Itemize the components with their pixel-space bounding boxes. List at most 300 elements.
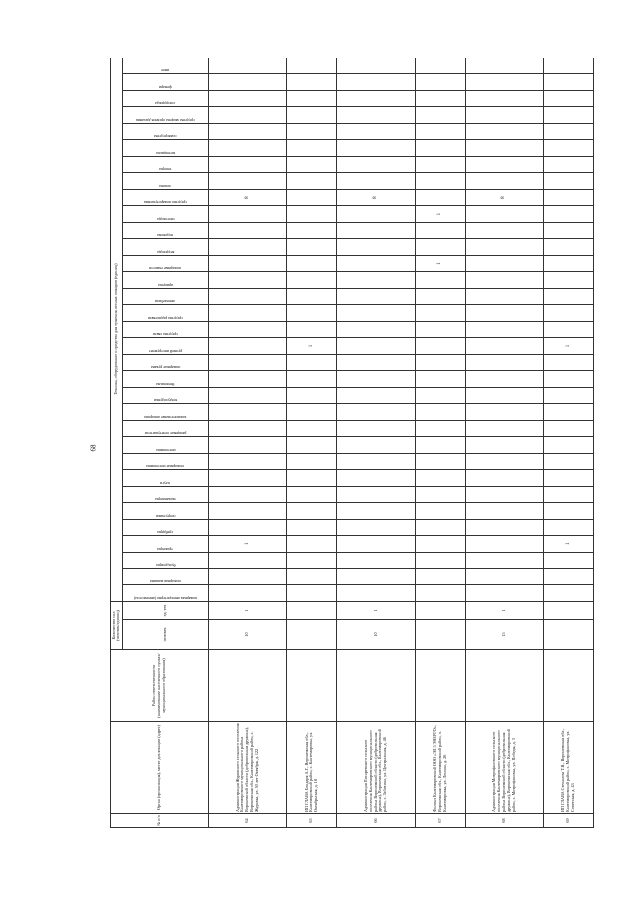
equipment-cell [208, 404, 287, 420]
equipment-cell [208, 338, 287, 354]
equipment-cell [287, 58, 337, 74]
equipment-cell [415, 338, 465, 354]
equipment-cell [337, 453, 416, 469]
equipment-cell [208, 453, 287, 469]
equipment-col-header [122, 321, 208, 337]
equipment-cell [208, 239, 287, 255]
equipment-cell [287, 255, 337, 271]
equipment-cell [287, 552, 337, 568]
equipment-cell [337, 552, 416, 568]
equipment-cell [337, 404, 416, 420]
equipment-cell [465, 321, 544, 337]
table-row [544, 58, 594, 828]
equipment-cell [544, 354, 594, 370]
col-header-no: № п/п [111, 814, 209, 828]
equipment-cell [287, 305, 337, 321]
equipment-cell [415, 305, 465, 321]
row-organization: Администрация Писаревского сельского поселения Кантемировского муниципального района Воронежской области (добровольная дружина), Воронежская обл., Кантемировский район, с. Забитина, ул. Центральная, д. 46 [337, 722, 416, 814]
equipment-cell [208, 305, 287, 321]
equipment-cell [544, 387, 594, 403]
equipment-cell [465, 90, 544, 106]
equipment-cell [208, 123, 287, 139]
equipment-cell [415, 371, 465, 387]
row-organization: Администрация Журавского сельского поселения Кантемировского муниципального района Воронежской области (добровольная дружина), Воронежская обл., Кантемировский район, с. Журавка, ул. 50 лет Октября, д. 122 [208, 722, 287, 814]
equipment-cell [544, 206, 594, 222]
equipment-cell [544, 519, 594, 535]
equipment-cell [287, 536, 337, 552]
equipment-cell [287, 354, 337, 370]
equipment-cell [337, 536, 416, 552]
equipment-cell [337, 437, 416, 453]
row-area [337, 650, 416, 722]
equipment-cell [208, 437, 287, 453]
equipment-cell [287, 140, 337, 156]
equipment-cell: 1 [415, 255, 465, 271]
col-header-units: ед. тех [122, 601, 208, 619]
equipment-cell [465, 74, 544, 90]
equipment-col-header [122, 288, 208, 304]
equipment-cell [415, 288, 465, 304]
equipment-cell [465, 305, 544, 321]
row-number: 69 [544, 814, 594, 828]
equipment-cell [208, 371, 287, 387]
equipment-col-label: прицепы [157, 282, 173, 288]
col-header-org: Орган (организация), место дислокации (адрес) [111, 722, 209, 814]
equipment-cell [287, 387, 337, 403]
equipment-cell [544, 74, 594, 90]
col-header-people: человек [122, 620, 208, 650]
equipment-cell [544, 222, 594, 238]
equipment-cell [465, 222, 544, 238]
equipment-col-label: ранцевые огнетушители [144, 431, 186, 437]
equipment-col-header [122, 305, 208, 321]
equipment-cell [465, 156, 544, 172]
table-row [208, 58, 287, 828]
equipment-cell [208, 569, 287, 585]
row-units-count [287, 601, 337, 619]
equipment-cell [465, 437, 544, 453]
fire-equipment-table [110, 58, 594, 828]
row-units-count: 1 [208, 601, 287, 619]
equipment-cell [208, 503, 287, 519]
row-area [208, 650, 287, 722]
table-row [465, 58, 544, 828]
equipment-cell [415, 404, 465, 420]
page-number: 68 [89, 444, 98, 452]
equipment-cell [337, 222, 416, 238]
equipment-col-label: ручной инструмент [148, 348, 182, 354]
equipment-cell [544, 404, 594, 420]
equipment-col-label: топоры [159, 167, 172, 173]
equipment-cell [287, 156, 337, 172]
equipment-cell [465, 503, 544, 519]
equipment-cell [337, 519, 416, 535]
row-units-count [415, 601, 465, 619]
equipment-cell [208, 107, 287, 123]
row-area [544, 650, 594, 722]
equipment-col-label: пожарные рукава [150, 365, 181, 371]
equipment-cell [544, 437, 594, 453]
equipment-cell [544, 470, 594, 486]
equipment-cell [337, 74, 416, 90]
equipment-cell [544, 552, 594, 568]
rotated-table-container [110, 58, 594, 828]
col-header-area: Район ответственности (наименование населенного пункта/муниципального образования) [111, 650, 209, 722]
equipment-cell [287, 123, 337, 139]
equipment-col-header [122, 470, 208, 486]
equipment-cell [208, 387, 287, 403]
equipment-cell [544, 107, 594, 123]
equipment-cell [544, 239, 594, 255]
equipment-cell [337, 305, 416, 321]
equipment-cell [415, 272, 465, 288]
row-units-count: 1 [337, 601, 416, 619]
equipment-cell [544, 305, 594, 321]
equipment-cell [415, 552, 465, 568]
equipment-cell [415, 239, 465, 255]
equipment-cell [287, 321, 337, 337]
equipment-cell [544, 272, 594, 288]
row-area [287, 650, 337, 722]
equipment-cell [465, 107, 544, 123]
equipment-cell: 1 [208, 536, 287, 552]
equipment-cell [465, 140, 544, 156]
equipment-cell [287, 288, 337, 304]
equipment-cell [544, 585, 594, 601]
equipment-cell [208, 90, 287, 106]
row-number: 66 [337, 814, 416, 828]
equipment-cell [415, 503, 465, 519]
row-people-count [415, 620, 465, 650]
equipment-cell [208, 140, 287, 156]
equipment-cell [287, 107, 337, 123]
equipment-cell [465, 486, 544, 502]
equipment-cell [337, 371, 416, 387]
equipment-cell [544, 569, 594, 585]
equipment-cell [208, 173, 287, 189]
equipment-cell [208, 255, 287, 271]
equipment-cell [287, 90, 337, 106]
equipment-cell [337, 288, 416, 304]
equipment-cell [208, 420, 287, 436]
row-people-count [544, 620, 594, 650]
equipment-col-label: иное [161, 68, 170, 74]
equipment-col-header [122, 371, 208, 387]
equipment-cell [544, 156, 594, 172]
equipment-col-label: бензопилы [156, 381, 175, 387]
equipment-cell [208, 222, 287, 238]
equipment-cell [465, 404, 544, 420]
equipment-cell [415, 585, 465, 601]
equipment-cell [337, 156, 416, 172]
row-organization: ИП ГЛАВА Степанова Т.В., Воронежская обл., Кантемировский район, с. Митрофановка, ул. Советская, д. 43 [544, 722, 594, 814]
equipment-col-header [122, 420, 208, 436]
equipment-cell [287, 173, 337, 189]
equipment-cell [208, 486, 287, 502]
row-organization: Филиал Кантемировский ООО «ЭЛ 5 ЭНЕРГО», Воронежская обл., Кантемировский район, п. Кантемировка, ул. Ленина, д. 26 [415, 722, 465, 814]
equipment-col-label: плавсредства [154, 134, 177, 140]
equipment-cell [544, 255, 594, 271]
equipment-cell [287, 371, 337, 387]
equipment-col-header [122, 437, 208, 453]
equipment-col-header [122, 74, 208, 90]
equipment-col-header [122, 354, 208, 370]
row-people-count: 15 [465, 620, 544, 650]
equipment-cell [415, 222, 465, 238]
equipment-cell [287, 239, 337, 255]
equipment-cell [287, 206, 337, 222]
equipment-cell [337, 173, 416, 189]
equipment-cell [208, 206, 287, 222]
equipment-cell [208, 272, 287, 288]
equipment-cell [544, 371, 594, 387]
equipment-cell [337, 321, 416, 337]
equipment-col-label: средства защиты органов дыхания [135, 117, 195, 123]
equipment-cell [544, 123, 594, 139]
row-number: 67 [415, 814, 465, 828]
row-people-count: 10 [337, 620, 416, 650]
equipment-cell: 1 [287, 338, 337, 354]
equipment-cell [287, 453, 337, 469]
equipment-col-header [122, 503, 208, 519]
equipment-cell [465, 58, 544, 74]
equipment-cell [415, 420, 465, 436]
equipment-col-label: фонари [159, 84, 172, 90]
equipment-cell [287, 585, 337, 601]
row-units-count [544, 601, 594, 619]
equipment-cell [287, 404, 337, 420]
equipment-cell [465, 338, 544, 354]
equipment-col-header [122, 90, 208, 106]
equipment-cell [465, 354, 544, 370]
equipment-cell [287, 519, 337, 535]
equipment-cell [287, 74, 337, 90]
equipment-col-label: автомобили [155, 299, 176, 305]
equipment-cell [208, 58, 287, 74]
equipment-cell [465, 420, 544, 436]
col-header-equipment: Техника, оборудование и средства для тушения лесных пожаров (единиц) [111, 58, 123, 601]
equipment-col-header [122, 58, 208, 74]
row-number: 64 [208, 814, 287, 828]
equipment-col-label: средства связи [152, 332, 178, 338]
table-viewport [110, 58, 594, 828]
equipment-cell [465, 255, 544, 271]
equipment-cell [337, 503, 416, 519]
equipment-col-header [122, 107, 208, 123]
equipment-col-label: погрузчики [155, 513, 176, 519]
equipment-col-label: вездеходы [156, 249, 175, 255]
col-header-staff: Количество сил (человек/единиц) [111, 601, 123, 649]
equipment-col-header [122, 222, 208, 238]
equipment-cell [337, 387, 416, 403]
equipment-cell [544, 486, 594, 502]
equipment-col-label: мотоциклы [155, 150, 175, 156]
equipment-cell [465, 453, 544, 469]
equipment-col-header [122, 338, 208, 354]
equipment-cell [287, 420, 337, 436]
equipment-col-header [122, 272, 208, 288]
equipment-cell [544, 58, 594, 74]
equipment-cell [337, 123, 416, 139]
equipment-cell [208, 519, 287, 535]
equipment-cell [337, 585, 416, 601]
equipment-cell [465, 536, 544, 552]
equipment-cell [337, 255, 416, 271]
equipment-col-label: средства пожаротушения [143, 200, 187, 206]
equipment-cell [544, 189, 594, 205]
equipment-cell [208, 321, 287, 337]
equipment-col-header [122, 404, 208, 420]
equipment-col-label: экскаваторы [154, 497, 176, 503]
equipment-cell [415, 107, 465, 123]
row-number: 68 [465, 814, 544, 828]
equipment-col-header [122, 206, 208, 222]
equipment-cell [337, 140, 416, 156]
equipment-cell [415, 321, 465, 337]
equipment-col-header [122, 255, 208, 271]
equipment-col-header [122, 173, 208, 189]
equipment-cell [337, 107, 416, 123]
equipment-cell [465, 519, 544, 535]
equipment-cell [465, 123, 544, 139]
row-organization: Администрация Митрофановского сельского поселения Кантемировского муниципального района Воронежской области (добровольная дружина), Воронежская обл., Кантемировский район, с. Митрофановка, ул. Победы, д. 3 [465, 722, 544, 814]
equipment-col-label: пожарная машина [149, 579, 181, 585]
equipment-cell [337, 272, 416, 288]
equipment-cell [465, 206, 544, 222]
equipment-cell [544, 420, 594, 436]
equipment-col-header [122, 453, 208, 469]
row-area [465, 650, 544, 722]
equipment-col-label: бульдозеры [155, 563, 176, 569]
equipment-col-header [122, 387, 208, 403]
equipment-cell [208, 470, 287, 486]
equipment-col-header [122, 156, 208, 172]
equipment-cell: 1 [544, 536, 594, 552]
equipment-col-label: спецодежда [155, 101, 176, 107]
equipment-cell [544, 90, 594, 106]
equipment-cell [465, 387, 544, 403]
equipment-cell [337, 338, 416, 354]
equipment-cell [544, 321, 594, 337]
equipment-cell [287, 222, 337, 238]
equipment-cell [415, 140, 465, 156]
equipment-cell [287, 437, 337, 453]
equipment-cell [337, 239, 416, 255]
equipment-cell [208, 354, 287, 370]
equipment-cell [287, 470, 337, 486]
equipment-cell [337, 206, 416, 222]
equipment-cell [337, 470, 416, 486]
equipment-cell: 8 [337, 189, 416, 205]
equipment-col-header [122, 569, 208, 585]
equipment-cell [415, 58, 465, 74]
row-units-count: 1 [465, 601, 544, 619]
equipment-col-header [122, 585, 208, 601]
row-people-count: 10 [208, 620, 287, 650]
equipment-cell: 1 [415, 206, 465, 222]
equipment-cell [337, 90, 416, 106]
equipment-cell [465, 239, 544, 255]
equipment-col-label: пожарные емкости [149, 266, 182, 272]
equipment-col-header [122, 536, 208, 552]
equipment-cell [415, 90, 465, 106]
equipment-cell [415, 354, 465, 370]
equipment-cell: 8 [208, 189, 287, 205]
row-people-count [287, 620, 337, 650]
equipment-cell [465, 470, 544, 486]
equipment-cell [415, 486, 465, 502]
equipment-cell [465, 288, 544, 304]
equipment-cell [415, 453, 465, 469]
equipment-col-label: тракторы [157, 546, 174, 552]
equipment-cell [415, 189, 465, 205]
equipment-col-header [122, 552, 208, 568]
equipment-cell [287, 486, 337, 502]
equipment-cell [415, 387, 465, 403]
equipment-col-header [122, 486, 208, 502]
equipment-col-label: средства радиосвязи [147, 315, 183, 321]
equipment-cell [337, 486, 416, 502]
equipment-col-header [122, 519, 208, 535]
equipment-cell [287, 189, 337, 205]
equipment-cell [465, 173, 544, 189]
equipment-cell [287, 272, 337, 288]
row-organization: ИП ГЛАВА Бондаря А.Г., Воронежская обл., Кантемировский район, с. Кантемировка, ул. Октябрьская, д. 18 [287, 722, 337, 814]
equipment-cell [465, 585, 544, 601]
equipment-cell [415, 470, 465, 486]
equipment-cell: 8 [465, 189, 544, 205]
equipment-col-header [122, 189, 208, 205]
equipment-col-label: мотопомпы [155, 447, 176, 453]
equipment-cell [415, 519, 465, 535]
equipment-cell [337, 58, 416, 74]
equipment-cell [465, 272, 544, 288]
equipment-cell [465, 371, 544, 387]
equipment-col-label: пожарная автоцистерна (автонасосы) [133, 595, 197, 601]
equipment-col-label: лопаты [159, 183, 172, 189]
equipment-col-label: пожарные мотопомпы [146, 464, 185, 470]
equipment-cell [287, 503, 337, 519]
equipment-cell [415, 437, 465, 453]
equipment-cell [544, 140, 594, 156]
equipment-col-label: воздуходувки [153, 398, 177, 404]
equipment-col-label: грейдеры [157, 530, 174, 536]
equipment-cell [208, 552, 287, 568]
equipment-cell [208, 288, 287, 304]
equipment-cell [415, 156, 465, 172]
table-row [287, 58, 337, 828]
equipment-cell [337, 420, 416, 436]
equipment-cell [415, 569, 465, 585]
equipment-col-header [122, 123, 208, 139]
equipment-cell [465, 569, 544, 585]
table-row [415, 58, 465, 828]
equipment-cell [544, 453, 594, 469]
equipment-cell [465, 552, 544, 568]
equipment-cell [544, 503, 594, 519]
equipment-col-header [122, 140, 208, 156]
equipment-col-label: плуги [160, 480, 171, 486]
row-number: 65 [287, 814, 337, 828]
row-area [415, 650, 465, 722]
equipment-col-header [122, 239, 208, 255]
table-row [337, 58, 416, 828]
equipment-cell [287, 569, 337, 585]
equipment-cell [337, 569, 416, 585]
equipment-col-label: снегоходы [156, 216, 175, 222]
equipment-cell [415, 123, 465, 139]
equipment-cell [415, 74, 465, 90]
